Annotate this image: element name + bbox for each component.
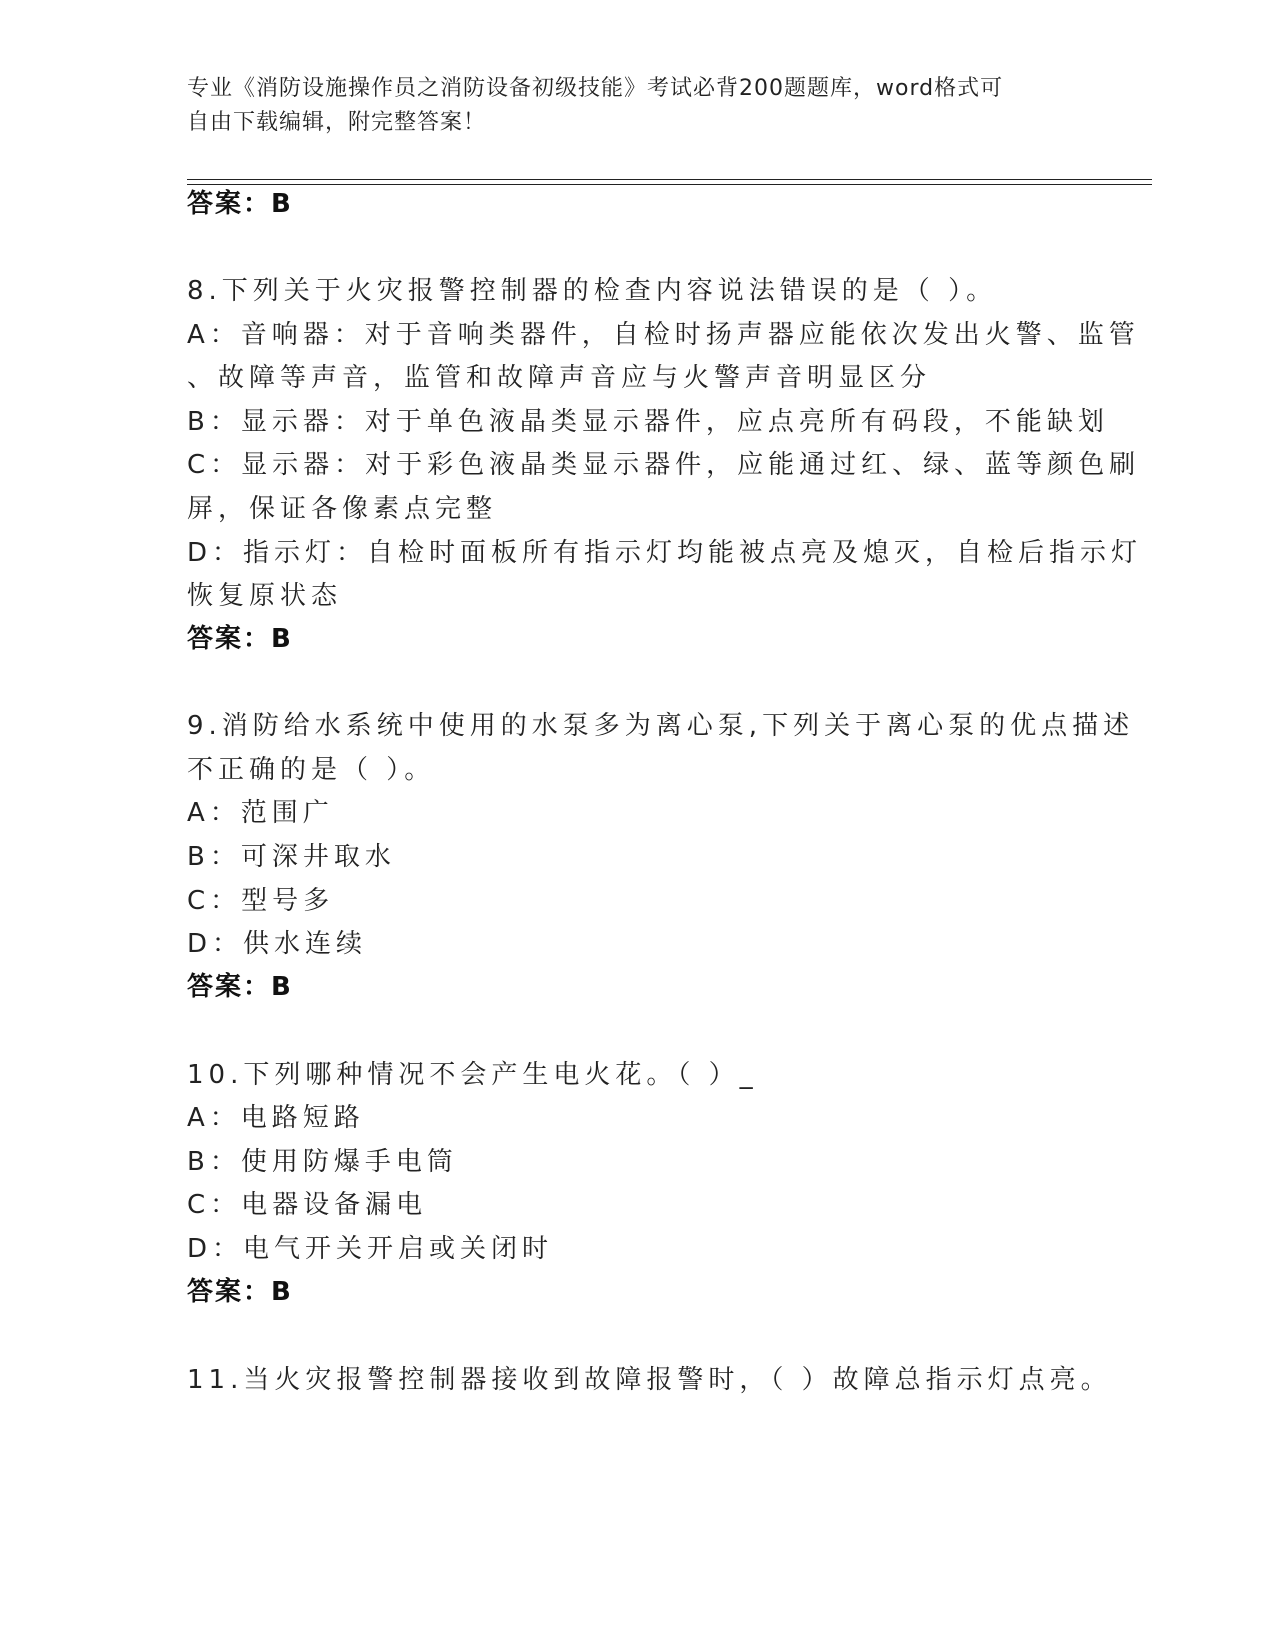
question-8-option-c-cont: 屏，保证各像素点完整 bbox=[187, 494, 498, 524]
question-9-option-d: D：供水连续 bbox=[187, 929, 368, 959]
answer-7: 答案：B bbox=[187, 189, 293, 219]
header-divider-top bbox=[187, 179, 1152, 180]
question-11-text: 11.当火灾报警控制器接收到故障报警时，（ ）故障总指示灯点亮。 bbox=[187, 1365, 1112, 1395]
question-10-option-a: A：电路短路 bbox=[187, 1103, 365, 1133]
header-line-1: 专业《消防设施操作员之消防设备初级技能》考试必背200题题库，word格式可 bbox=[187, 76, 1004, 101]
question-9-option-c: C：型号多 bbox=[187, 886, 335, 916]
question-9-option-b: B：可深井取水 bbox=[187, 842, 396, 872]
question-9-option-a: A：范围广 bbox=[187, 798, 334, 828]
question-9-text-cont: 不正确的是（ ）。 bbox=[187, 755, 436, 785]
question-8-option-c: C：显示器：对于彩色液晶类显示器件，应能通过红、绿、蓝等颜色刷 bbox=[187, 450, 1141, 480]
answer-10: 答案：B bbox=[187, 1277, 293, 1307]
question-9-text: 9.消防给水系统中使用的水泵多为离心泵,下列关于离心泵的优点描述 bbox=[187, 711, 1135, 741]
question-8-option-a-cont: 、故障等声音，监管和故障声音应与火警声音明显区分 bbox=[187, 363, 932, 393]
question-10-option-c: C：电器设备漏电 bbox=[187, 1190, 428, 1220]
question-8-option-d-cont: 恢复原状态 bbox=[187, 581, 343, 611]
page-header bbox=[187, 72, 1087, 140]
answer-9: 答案：B bbox=[187, 972, 293, 1002]
question-8-option-b: B：显示器：对于单色液晶类显示器件，应点亮所有码段，不能缺划 bbox=[187, 407, 1109, 437]
question-8-text: 8.下列关于火灾报警控制器的检查内容说法错误的是（ ）。 bbox=[187, 276, 998, 306]
header-divider-bottom bbox=[187, 184, 1152, 185]
question-8-option-a: A：音响器：对于音响类器件，自检时扬声器应能依次发出火警、监管 bbox=[187, 320, 1140, 350]
answer-8: 答案：B bbox=[187, 624, 293, 654]
header-line-2: 自由下载编辑，附完整答案！ bbox=[187, 110, 487, 135]
question-10-option-d: D：电气开关开启或关闭时 bbox=[187, 1234, 554, 1264]
question-10-text: 10.下列哪种情况不会产生电火花。（ ）_ bbox=[187, 1060, 758, 1090]
question-8-option-d: D：指示灯：自检时面板所有指示灯均能被点亮及熄灭，自检后指示灯 bbox=[187, 538, 1143, 568]
question-10-option-b: B：使用防爆手电筒 bbox=[187, 1147, 458, 1177]
